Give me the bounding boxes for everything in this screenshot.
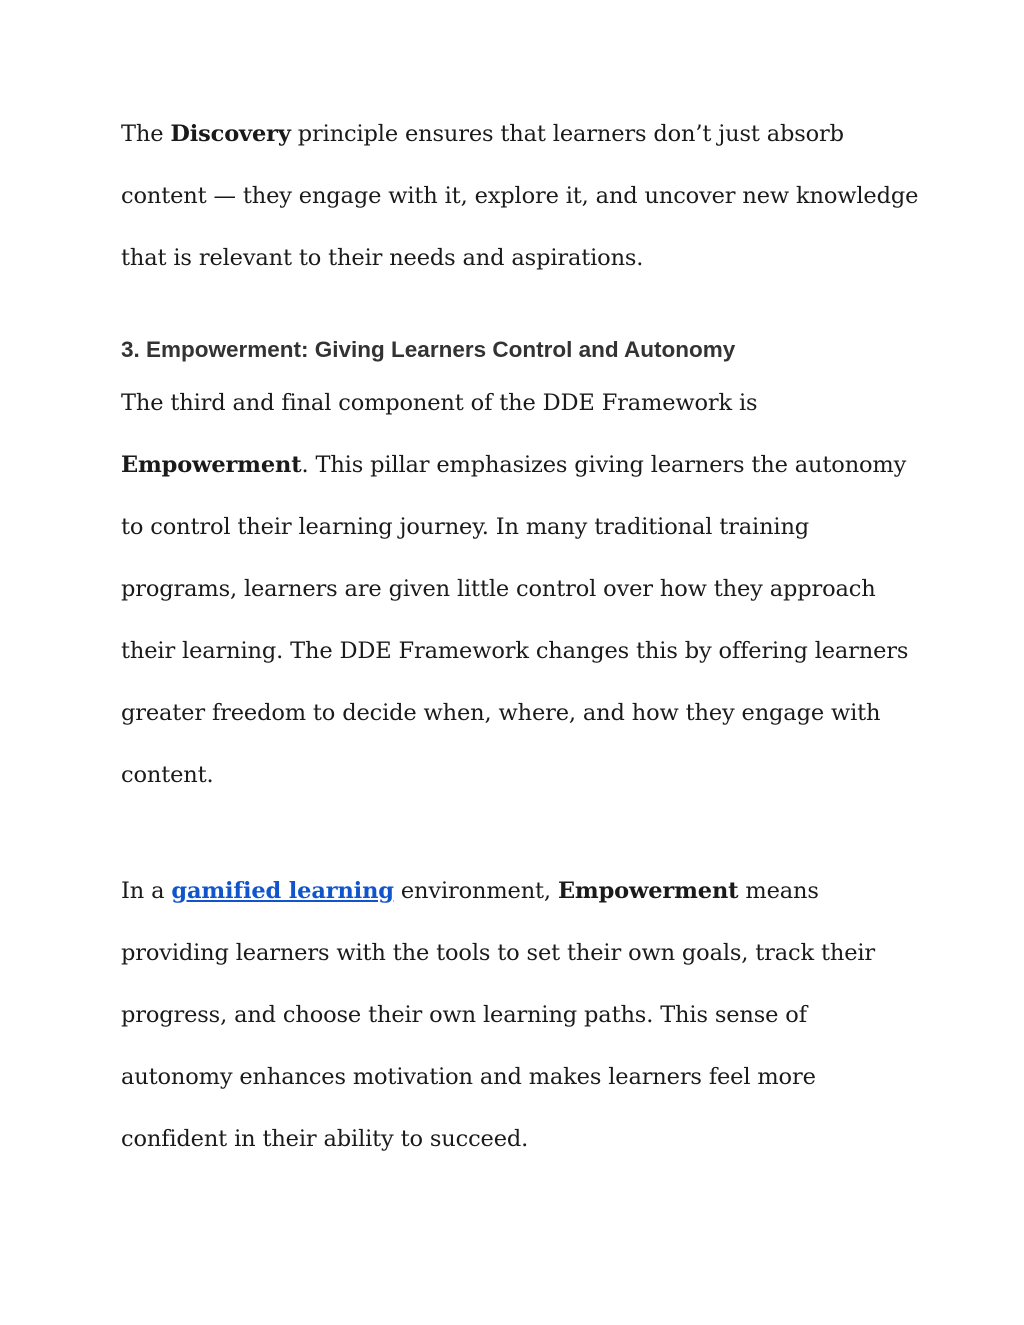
paragraph-empowerment xyxy=(121,372,921,806)
paragraph-discovery-body: principle ensures that learners don’t just absorb content — they engage with it, explore it, and uncover new knowledge that is relevant to their needs and aspirations. xyxy=(121,121,919,271)
paragraph-gamified-body: means providing learners with the tools to set their own goals, track their progress, and choose their own learning paths. This sense of autonomy enhances motivation and makes learners feel more confident in their ability to succeed. xyxy=(121,878,876,1152)
paragraph-discovery-intro: The xyxy=(121,121,171,147)
term-empowerment: Empowerment xyxy=(121,452,302,478)
paragraph-discovery xyxy=(121,103,921,289)
document-page xyxy=(121,103,921,1170)
paragraph-gamified-mid: environment, xyxy=(393,878,558,904)
paragraph-gamified-intro: In a xyxy=(121,878,172,904)
paragraph-empowerment-intro: The third and final component of the DDE Framework is xyxy=(121,390,758,416)
section-heading-empowerment: 3. Empowerment: Giving Learners Control and Autonomy xyxy=(121,337,736,362)
paragraph-empowerment-body: . This pillar emphasizes giving learners the autonomy to control their learning journey. In many traditional training programs, learners are given little control over how they approach their learning. The DDE Framework changes this by offering learners greater freedom to decide when, where, and how they engage with content. xyxy=(121,452,909,788)
gamified-learning-link[interactable]: gamified learning xyxy=(171,878,394,904)
term-empowerment-2: Empowerment xyxy=(557,878,739,904)
term-discovery: Discovery xyxy=(170,121,291,147)
paragraph-gamified xyxy=(121,860,921,1170)
